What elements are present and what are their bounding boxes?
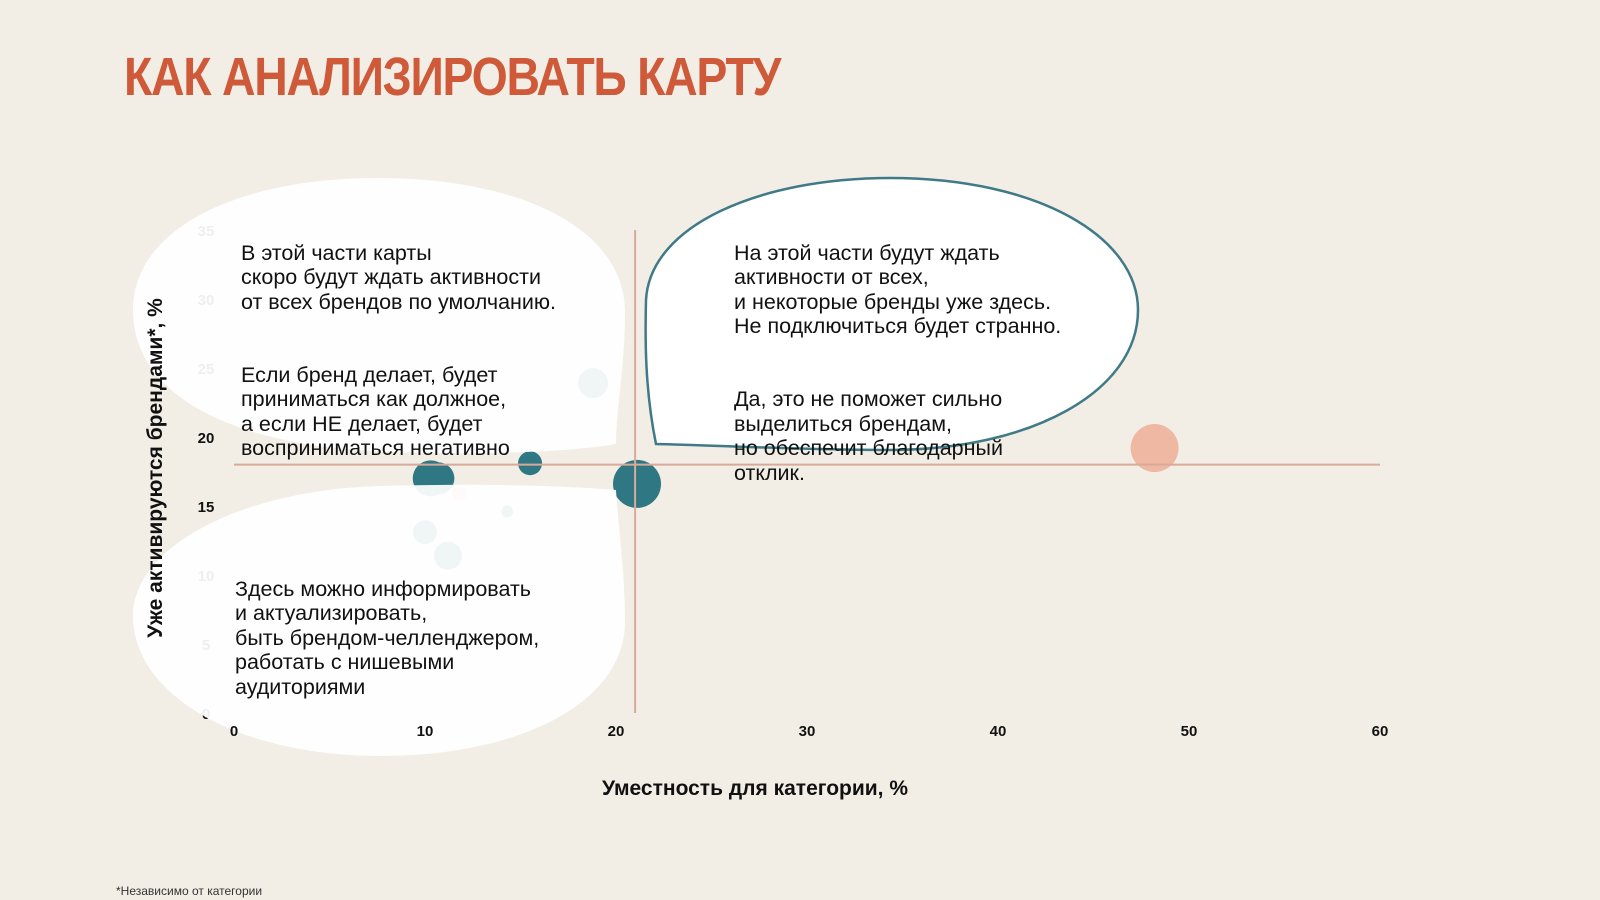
bubble-bottom-left-paragraph-1: Здесь можно информировать и актуализировать, быть брендом-челленджером, работать с нишевыми аудиториями [235,576,540,699]
x-tick-label: 10 [416,723,434,740]
x-tick-label: 0 [229,723,239,740]
bubble-text-top-right [734,216,1061,534]
footnote: *Независимо от категории [116,884,263,898]
x-axis-label: Уместность для категории, % [601,777,909,800]
y-tick-label: 20 [197,430,215,447]
bubble-top-left-paragraph-2: Если бренд делает, будет приниматься как должное, а если НЕ делает, будет восприниматься негативно [241,362,510,460]
x-tick-label: 60 [1371,723,1389,740]
x-tick-label: 50 [1180,723,1198,740]
bubble-text-top-left [241,216,556,509]
bubble-top-left-paragraph-1: В этой части карты скоро будут ждать активности от всех брендов по умолчанию. [241,240,557,314]
x-tick-label: 40 [989,723,1007,740]
bubble-top-right-paragraph-1: На этой части будут ждать активности от всех, и некоторые бренды уже здесь. Не подключиться будет странно. [734,240,1062,338]
bubble-top-right-paragraph-2: Да, это не поможет сильно выделиться брендам, но обеспечит благодарный отклик. [734,387,1003,485]
bubble-text-bottom-left [235,552,539,748]
x-tick-label: 20 [607,723,625,740]
y-axis-label: Уже активируются брендами*, % [144,298,167,638]
page-title: КАК АНАЛИЗИРОВАТЬ КАРТУ [124,47,781,107]
x-tick-label: 30 [798,723,816,740]
data-point-teal-large [613,460,661,508]
y-tick-label: 15 [197,499,215,516]
